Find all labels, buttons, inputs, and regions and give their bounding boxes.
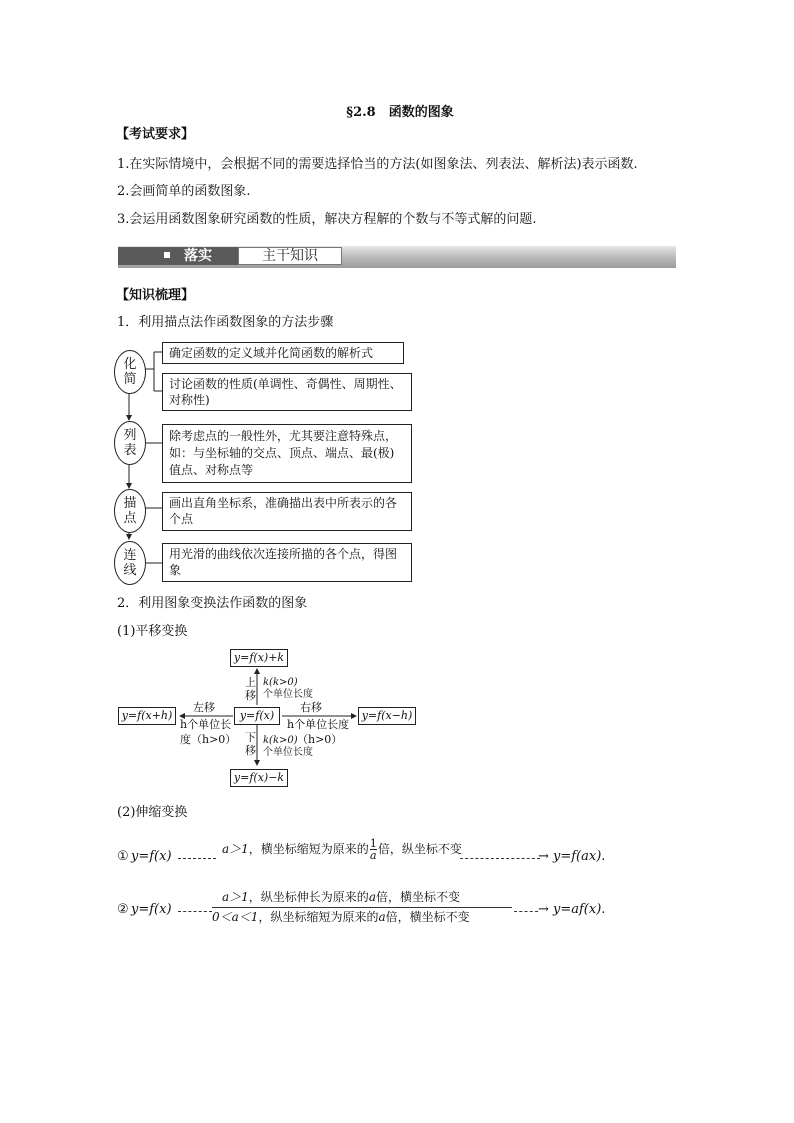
scaling-item-1-result-line [553,848,605,866]
step-oval-plot: 描点 [114,489,146,533]
down-label: 下移 [245,731,256,757]
scaling-item-2-number: ② [117,902,129,917]
fraction-one-over-a: $\frac{1}{a}$ [369,837,377,862]
scaling-item-2-start: y=f(x) [131,902,172,917]
step-oval-table: 列表 [114,421,146,465]
exam-item-3: 3.会运用函数图象研究函数的性质，解决方程解的个数与不等式解的问题. [117,212,537,227]
scaling-2-bottom-var: a [378,910,386,924]
scaling-2-top-before: ，纵坐标伸长为原来的 [248,890,369,904]
up-unit: 个单位长度 [263,689,313,700]
scaling-2-result: y=af(x) [553,902,602,917]
scaling-2-bottom-after: 倍，横坐标不变 [385,910,470,924]
scaling-item-1-number: ① [117,849,129,864]
banner-left [118,247,238,265]
down-unit: 个单位长度 [263,747,313,758]
scaling-2-dash-right [514,911,538,912]
flow-box-special-points: 除考虑点的一般性外，尤其要注意特殊点，如：与坐标轴的交点、顶点、端点、最(极)值点、对称点等 [162,424,412,483]
square-bullet-icon [164,252,170,258]
section-2-title: 2．利用图象变换法作函数的图象 [117,596,308,611]
step-oval-simplify: 化简 [114,350,146,394]
flow-box-properties: 讨论函数的性质(单调性、奇偶性、周期性、对称性) [162,373,412,411]
up-label: 上移 [245,676,256,702]
scaling-1-dash-right [460,858,540,859]
scaling-1-result: y=f(ax) [553,849,602,864]
scaling-2-cond-bottom: 0＜a＜1 [212,910,259,924]
step-oval-connect: 连线 [114,541,146,585]
right-condition: （h>0） [297,733,343,746]
scaling-2-dash-left [178,911,212,912]
scaling-2-cond-top: a＞1 [222,890,249,904]
scaling-1-cond: a＞1 [222,842,249,856]
exam-header: 【考试要求】 [116,127,195,142]
scaling-2-end: . [601,902,606,917]
flow-box-curve: 用光滑的曲线依次连接所描的各个点，得图象 [162,543,412,582]
scaling-header: (2)伸缩变换 [117,805,188,820]
scaling-item-2-top-line [222,889,460,905]
scaling-1-end: . [601,849,606,864]
banner-left-label: 落实 [184,248,212,264]
left-label: 左移 [193,701,215,714]
scaling-item-1-start: y=f(x) [131,849,172,864]
exam-item-2: 2.会画简单的函数图象. [117,184,251,199]
flow-box-coordinate: 画出直角坐标系，准确描出表中所表示的各个点 [162,492,412,531]
translation-header: (1)平移变换 [117,624,188,639]
up-condition: k(k>0) [263,677,298,688]
arrow-right-icon: → [538,902,549,917]
scaling-1-text-after: 倍，纵坐标不变 [377,842,462,856]
scaling-item-2-bottom-line [212,909,470,925]
arrow-right-icon: → [538,849,549,864]
knowledge-header: 【知识梳理】 [116,288,195,303]
scaling-item-2-result-line [553,901,605,919]
section-1-title: 1．利用描点法作函数图象的方法步骤 [117,315,334,330]
page-title: §2.8 函数的图象 [346,105,454,120]
scaling-2-top-after: 倍，横坐标不变 [375,890,460,904]
flow-box-domain: 确定函数的定义域并化简函数的解析式 [162,342,404,364]
scaling-1-text-before: ，横坐标缩短为原来的 [248,842,369,856]
scaling-1-dash-left [178,858,216,859]
down-condition: k(k>0) [263,735,298,746]
left-unit: h个单位长 [180,718,232,731]
scaling-2-top-var: a [368,890,376,904]
box-right-result: y=f(x−h) [358,707,416,725]
left-condition: 度（h>0） [180,733,237,746]
scaling-2-bottom-before: ，纵坐标缩短为原来的 [258,910,379,924]
box-center-function: y=f(x) [234,707,280,725]
banner-right-label: 主干知识 [238,247,342,265]
right-label: 右移 [300,701,322,714]
box-left-result: y=f(x+h) [118,707,176,725]
scaling-item-1-condition-line [222,838,462,861]
box-up-result: y=f(x)+k [230,649,288,667]
scaling-2-divider [212,907,512,908]
right-unit: h个单位长度 [287,718,350,731]
box-down-result: y=f(x)−k [230,769,288,787]
exam-item-1: 1.在实际情境中，会根据不同的需要选择恰当的方法(如图象法、列表法、解析法)表示函数. [117,157,638,172]
